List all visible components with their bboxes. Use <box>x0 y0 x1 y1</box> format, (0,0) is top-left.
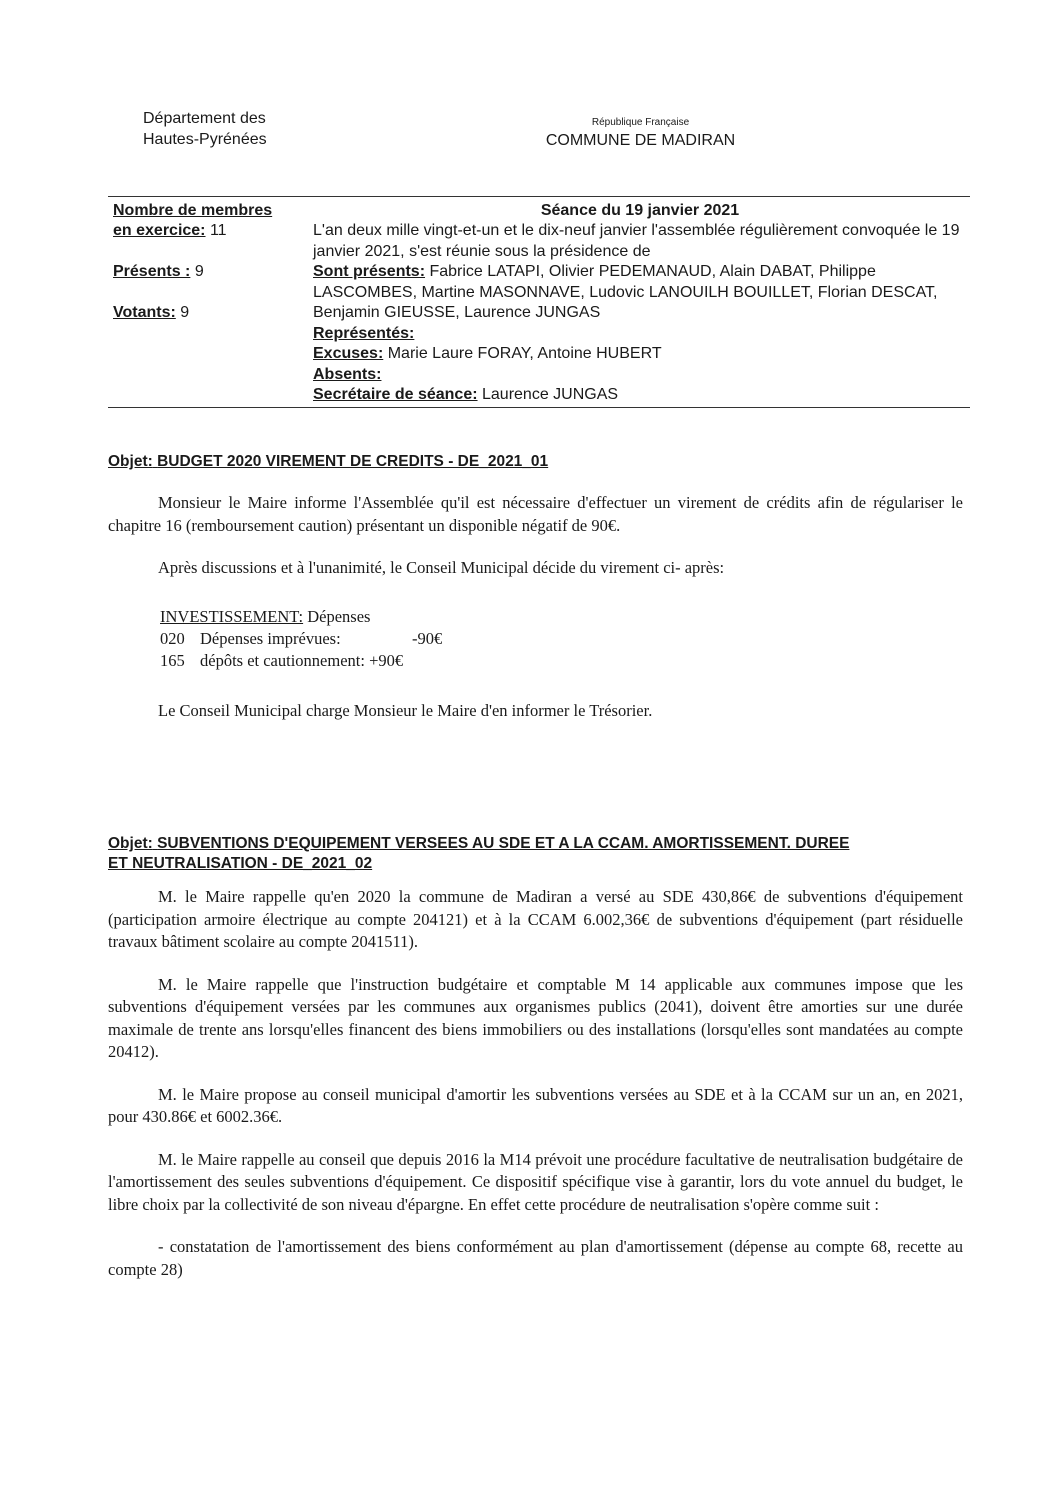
objet2-para: M. le Maire rappelle qu'en 2020 la commune de Madiran a versé au SDE 430,86€ de subventions d'équipement (participation armoire électrique au compte 204121) et à la CCAM 6.002,36€ de subventions d'équipement (part résiduelle travaux bâtiment scolaire au compte 2041511). <box>108 887 963 951</box>
secretaire-value: Laurence JUNGAS <box>482 386 619 403</box>
department-line-2: Hautes-Pyrénées <box>143 131 267 148</box>
objet2-title <box>108 834 968 874</box>
objet1-para-1: Monsieur le Maire informe l'Assemblée qu'il est nécessaire d'effectuer un virement de crédits afin de régulariser le chapitre 16 (remboursement caution) présentant un disponible négatif de 90€. <box>108 493 963 535</box>
invest-line <box>160 650 442 672</box>
seance-block <box>313 201 967 406</box>
objet2-body <box>108 886 963 1301</box>
presents-block <box>113 262 204 282</box>
invest-line-label: Dépenses imprévues: <box>200 629 341 648</box>
objet2-para: M. le Maire rappelle au conseil que depuis 2016 la M14 prévoit une procédure facultative de neutralisation budgétaire de l'amortissement des seules subventions d'équipement. Ce dispositif spécifique vise à garantir, lors du vote annuel du budget, le libre choix par la collectivité de son niveau d'épargne. En effet cette procédure de neutralisation s'opère comme suit : <box>108 1149 963 1214</box>
presents-label: Présents : <box>113 263 191 280</box>
representes-label: Représentés: <box>313 324 415 342</box>
votants-block <box>113 303 189 323</box>
seance-title: Séance du 19 janvier 2021 <box>540 202 740 219</box>
commune-header <box>538 116 743 152</box>
department-header <box>143 108 267 150</box>
seance-intro: L'an deux mille vingt-et-un et le dix-neuf janvier l'assemblée régulièrement convoquée le 19 janvier 2021, s'est réunie sous la présidence de <box>313 222 960 260</box>
excuses-label: Excuses: <box>313 345 384 362</box>
objet1-body <box>108 492 963 600</box>
sont-presents-value: Fabrice LATAPI, Olivier PEDEMANAUD, Alain DABAT, Philippe LASCOMBES, Martine MASONNAVE, Ludovic LANOUILH BOUILLET, Florian DESCAT, Benjamin GIEUSSE, Laurence JUNGAS <box>313 263 938 321</box>
invest-line-code: 020 <box>160 629 185 648</box>
republic-label: République Française <box>591 117 690 128</box>
invest-line-amount: -90€ <box>412 629 443 648</box>
presents-value: 9 <box>194 263 204 280</box>
sont-presents-label: Sont présents: <box>313 263 426 280</box>
invest-line-code: 165 <box>160 651 185 670</box>
investissement-label: INVESTISSEMENT: <box>160 607 304 626</box>
objet2-para: - constatation de l'amortissement des biens conformément au plan d'amortissement (dépense au compte 68, recette au compte 28) <box>108 1237 963 1279</box>
objet2-title-line-2: ET NEUTRALISATION - DE_2021_02 <box>108 855 373 872</box>
absents-label: Absents: <box>313 365 382 383</box>
objet2-para: M. le Maire rappelle que l'instruction budgétaire et comptable M 14 applicable aux communes impose que les subventions d'équipement versées par les communes aux organismes publics (2041), doivent être amorties sur une durée maximale de trente ans lorsqu'elles financent des biens immobiliers ou des installations (lorsqu'elles sont mandatées au compte 20412). <box>108 974 963 1061</box>
objet1-closing <box>108 700 963 743</box>
header-rule-top <box>108 196 970 197</box>
objet1-label: Objet: <box>108 453 153 470</box>
header-rule-bottom <box>108 407 970 408</box>
objet2-label: Objet: <box>108 835 153 852</box>
members-block <box>113 201 272 241</box>
objet2-title-line-1: SUBVENTIONS D'EQUIPEMENT VERSEES AU SDE ET A LA CCAM. AMORTISSEMENT. DUREE <box>157 835 850 852</box>
members-value: 11 <box>209 222 227 239</box>
invest-line <box>160 628 442 650</box>
objet1-title-text: BUDGET 2020 VIREMENT DE CREDITS - DE_2021_01 <box>157 453 549 470</box>
votants-label: Votants: <box>113 304 176 321</box>
investissement-suffix: Dépenses <box>307 607 371 626</box>
members-label-2: en exercice: <box>113 222 206 239</box>
investissement-block <box>160 606 442 672</box>
invest-line-label: dépôts et cautionnement: <box>200 651 365 670</box>
votants-value: 9 <box>180 304 190 321</box>
objet2-para: M. le Maire propose au conseil municipal d'amortir les subventions versées au SDE et à la CCAM sur un an, en 2021, pour 430.86€ et 6002.36€. <box>108 1084 963 1126</box>
department-line-1: Département des <box>143 110 266 127</box>
commune-name: COMMUNE DE MADIRAN <box>545 132 736 149</box>
members-label-1: Nombre de membres <box>113 202 273 219</box>
secretaire-label: Secrétaire de séance: <box>313 386 478 403</box>
objet1-title <box>108 452 548 472</box>
presents-line <box>313 262 967 324</box>
objet1-para-3: Le Conseil Municipal charge Monsieur le Maire d'en informer le Trésorier. <box>158 701 653 720</box>
objet1-para-2: Après discussions et à l'unanimité, le Conseil Municipal décide du virement ci- après: <box>158 558 725 577</box>
invest-line-amount: +90€ <box>369 651 404 670</box>
excuses-value: Marie Laure FORAY, Antoine HUBERT <box>387 345 662 362</box>
